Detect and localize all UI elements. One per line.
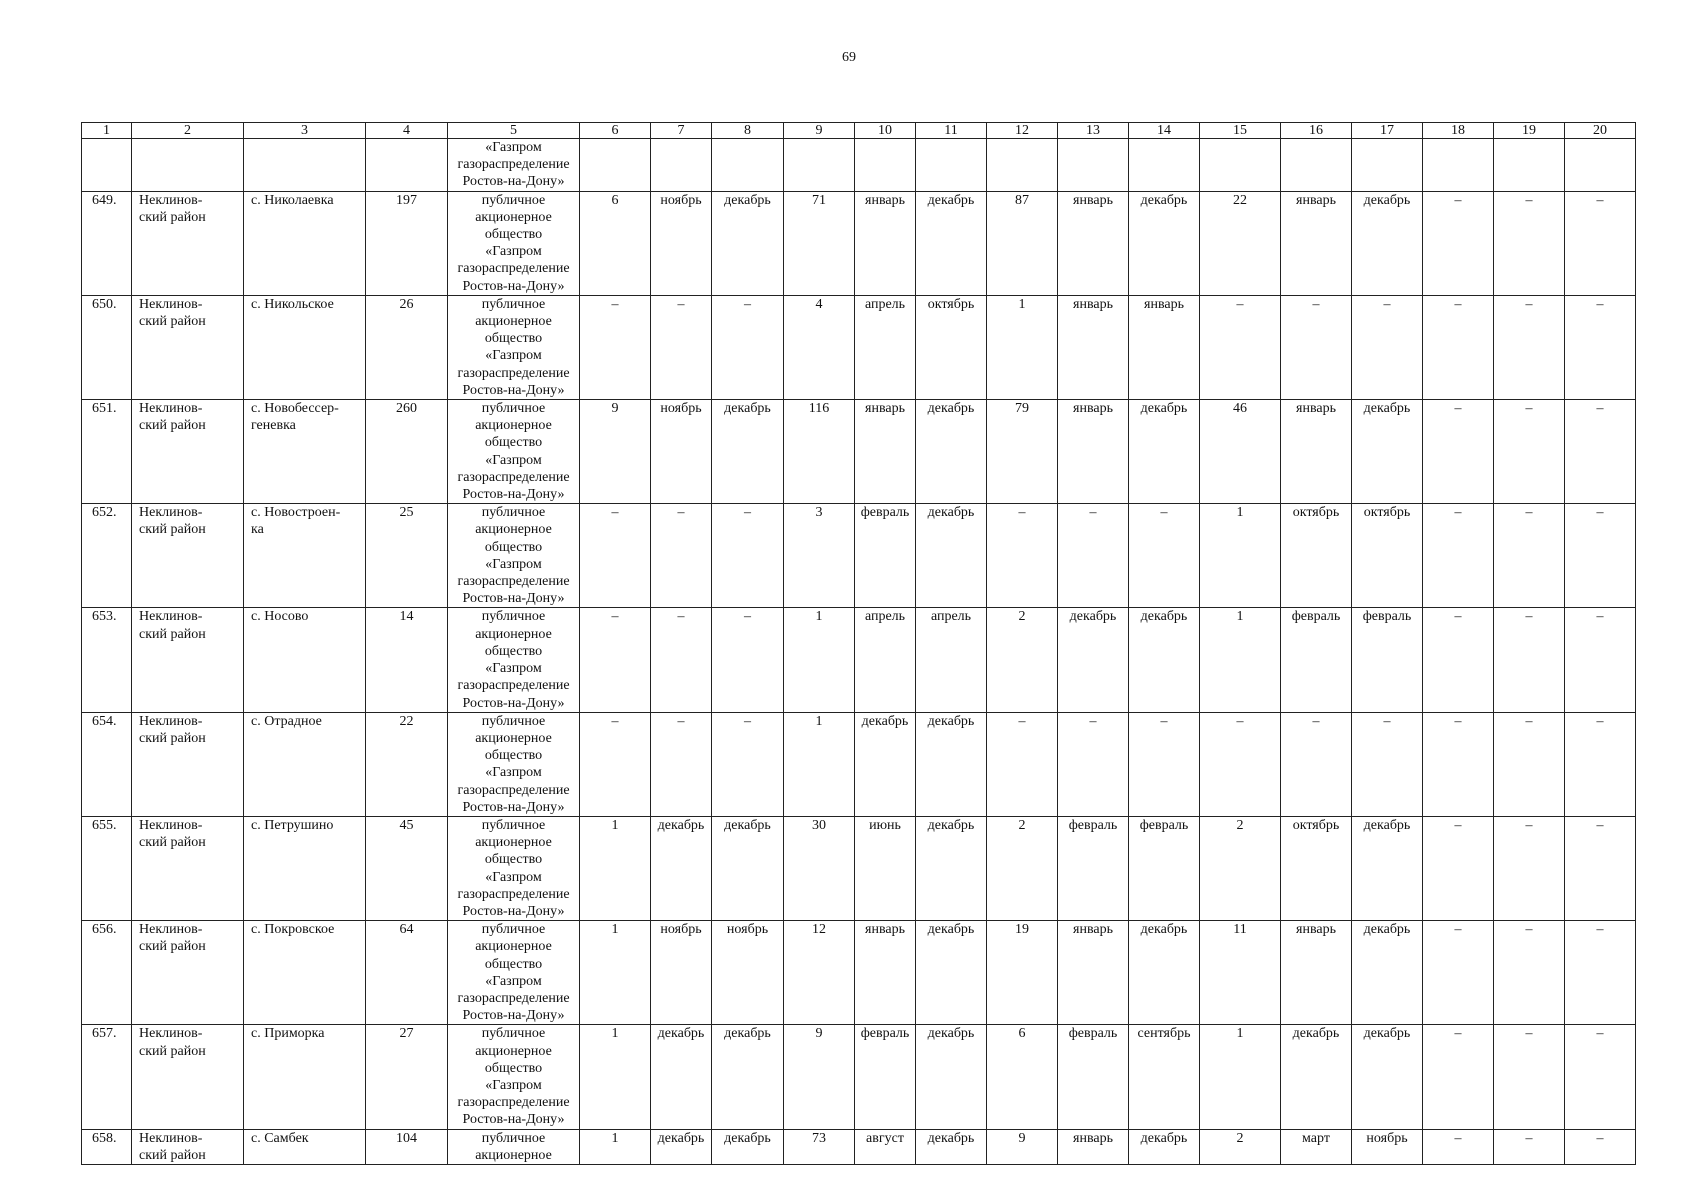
table-cell: 1 [987,295,1058,399]
column-header-9: 9 [784,123,855,139]
table-cell: 650. [82,295,132,399]
table-cell: с. Новобессер- геневка [244,400,366,504]
table-cell: – [1423,295,1494,399]
table-cell: 1 [580,1025,651,1129]
table-cell: – [1423,921,1494,1025]
table-cell: «Газпром газораспределение Ростов-на-Дону» [448,139,580,192]
column-header-13: 13 [1058,123,1129,139]
table-cell: 1 [580,921,651,1025]
table-cell [1565,139,1636,192]
table-cell: декабрь [855,712,916,816]
table-cell: 71 [784,191,855,295]
table-cell: с. Носово [244,608,366,712]
table-cell: с. Петрушино [244,816,366,920]
table-cell: 1 [1200,504,1281,608]
table-cell: декабрь [712,1025,784,1129]
table-row [82,608,1636,712]
table-cell: декабрь [651,1025,712,1129]
table-cell: 11 [1200,921,1281,1025]
table-cell: 79 [987,400,1058,504]
table-cell: – [1494,295,1565,399]
table-row [82,921,1636,1025]
table-cell: февраль [1058,1025,1129,1129]
column-header-1: 1 [82,123,132,139]
table-cell: – [1494,816,1565,920]
table-cell: октябрь [1281,816,1352,920]
table-cell: 658. [82,1129,132,1164]
table-cell [1352,139,1423,192]
table-cell: 197 [366,191,448,295]
table-cell: Неклинов- ский район [132,608,244,712]
column-header-2: 2 [132,123,244,139]
table-cell: 649. [82,191,132,295]
table-cell: 30 [784,816,855,920]
table-cell: – [1565,1025,1636,1129]
table-cell: 4 [784,295,855,399]
table-cell: – [1565,816,1636,920]
table-cell: 2 [1200,816,1281,920]
table-cell: – [1423,608,1494,712]
table-cell: – [1494,1025,1565,1129]
table-cell: Неклинов- ский район [132,921,244,1025]
table-cell: Неклинов- ский район [132,191,244,295]
table-cell: апрель [916,608,987,712]
column-header-8: 8 [712,123,784,139]
table-cell: 2 [987,608,1058,712]
table-cell: – [1565,191,1636,295]
table-row [82,400,1636,504]
table-cell: 654. [82,712,132,816]
table-cell: 19 [987,921,1058,1025]
table-cell: август [855,1129,916,1164]
table-row [82,712,1636,816]
table-cell: – [1494,712,1565,816]
table-cell [651,139,712,192]
table-cell: декабрь [916,1129,987,1164]
table-cell [1281,139,1352,192]
table-cell: 655. [82,816,132,920]
table-cell: 1 [784,608,855,712]
table-cell: 87 [987,191,1058,295]
table-cell: 45 [366,816,448,920]
table-cell [1200,139,1281,192]
table-cell: – [712,295,784,399]
page-number: 69 [842,50,856,65]
table-cell: публичное акционерное общество «Газпром газораспределение Ростов-на-Дону» [448,712,580,816]
table-cell: 26 [366,295,448,399]
table-cell: 657. [82,1025,132,1129]
table-cell [366,139,448,192]
table-cell: – [1423,816,1494,920]
table-cell: 25 [366,504,448,608]
table-cell: 73 [784,1129,855,1164]
table-cell: Неклинов- ский район [132,816,244,920]
column-header-7: 7 [651,123,712,139]
table-cell: – [1281,295,1352,399]
table-cell: – [1494,921,1565,1025]
table-cell: – [580,504,651,608]
table-cell: декабрь [1129,191,1200,295]
table-cell: ноябрь [712,921,784,1025]
column-header-10: 10 [855,123,916,139]
table-cell: октябрь [916,295,987,399]
table-cell: Неклинов- ский район [132,712,244,816]
table-cell: – [580,712,651,816]
table-cell: – [1281,712,1352,816]
table-cell: декабрь [916,1025,987,1129]
table-cell: 116 [784,400,855,504]
column-header-20: 20 [1565,123,1636,139]
table-cell: 1 [580,1129,651,1164]
table-cell: – [987,504,1058,608]
table-cell: ноябрь [651,400,712,504]
table-cell: декабрь [1352,191,1423,295]
table-cell: декабрь [1058,608,1129,712]
table-cell: – [1565,400,1636,504]
table-cell: – [1565,712,1636,816]
table-cell: – [1423,400,1494,504]
table-cell: декабрь [1352,921,1423,1025]
table-cell: – [987,712,1058,816]
table-cell: январь [1281,191,1352,295]
table-cell: февраль [1129,816,1200,920]
table-cell: публичное акционерное общество «Газпром газораспределение Ростов-на-Дону» [448,1025,580,1129]
table-cell [855,139,916,192]
column-header-4: 4 [366,123,448,139]
column-header-3: 3 [244,123,366,139]
table-cell: 9 [987,1129,1058,1164]
table-cell: – [1352,295,1423,399]
table-cell: декабрь [916,400,987,504]
table-cell: декабрь [651,816,712,920]
table-cell: декабрь [916,191,987,295]
table-cell: – [1200,712,1281,816]
table-cell: декабрь [712,191,784,295]
table-cell: 2 [987,816,1058,920]
table-cell: – [1565,921,1636,1025]
table-cell: 6 [987,1025,1058,1129]
table-cell: ноябрь [651,191,712,295]
table-cell [1129,139,1200,192]
table-cell: 104 [366,1129,448,1164]
table-cell: с. Никольское [244,295,366,399]
table-cell: декабрь [1281,1025,1352,1129]
table-cell: январь [1281,400,1352,504]
table-cell: октябрь [1281,504,1352,608]
table-cell: июнь [855,816,916,920]
table-cell: 651. [82,400,132,504]
table-cell: февраль [1352,608,1423,712]
table-cell: с. Приморка [244,1025,366,1129]
table-cell: – [1565,1129,1636,1164]
table-cell: – [651,504,712,608]
column-header-16: 16 [1281,123,1352,139]
table-cell [712,139,784,192]
table-cell: – [1423,504,1494,608]
table-cell: – [1494,191,1565,295]
table-cell: 22 [366,712,448,816]
table-cell [784,139,855,192]
table-cell [987,139,1058,192]
table-cell: декабрь [916,816,987,920]
table-cell: декабрь [916,712,987,816]
table-cell: 653. [82,608,132,712]
table-cell [244,139,366,192]
table-row [82,816,1636,920]
table-cell: январь [1129,295,1200,399]
table-cell: 3 [784,504,855,608]
table-cell [82,139,132,192]
table-cell: – [1423,191,1494,295]
table-cell [132,139,244,192]
table-cell: январь [855,921,916,1025]
table-cell: 260 [366,400,448,504]
table-cell: – [651,608,712,712]
column-header-11: 11 [916,123,987,139]
table-cell: – [1494,1129,1565,1164]
table-cell: декабрь [1129,1129,1200,1164]
table-cell: 6 [580,191,651,295]
table-cell: публичное акционерное [448,1129,580,1164]
table-cell: январь [1058,400,1129,504]
table-cell [1494,139,1565,192]
table-cell: – [712,504,784,608]
table-cell: с. Отрадное [244,712,366,816]
table-cell: Неклинов- ский район [132,295,244,399]
table-cell: – [1423,1025,1494,1129]
column-header-17: 17 [1352,123,1423,139]
table-cell: ноябрь [651,921,712,1025]
table-cell: публичное акционерное общество «Газпром газораспределение Ростов-на-Дону» [448,400,580,504]
table-cell: декабрь [1129,921,1200,1025]
column-header-15: 15 [1200,123,1281,139]
table-cell: – [580,295,651,399]
column-header-19: 19 [1494,123,1565,139]
table-cell: публичное акционерное общество «Газпром газораспределение Ростов-на-Дону» [448,921,580,1025]
data-table [81,122,1636,1165]
table-cell: с. Самбек [244,1129,366,1164]
table-cell: публичное акционерное общество «Газпром газораспределение Ростов-на-Дону» [448,191,580,295]
table-cell: 1 [580,816,651,920]
table-cell: сентябрь [1129,1025,1200,1129]
table-cell: – [580,608,651,712]
table-cell: – [1423,712,1494,816]
table-cell: – [1129,504,1200,608]
table-cell: 2 [1200,1129,1281,1164]
table-body [82,139,1636,1165]
table-cell: 656. [82,921,132,1025]
table-row [82,295,1636,399]
table-cell: декабрь [651,1129,712,1164]
column-header-6: 6 [580,123,651,139]
table-cell: публичное акционерное общество «Газпром газораспределение Ростов-на-Дону» [448,816,580,920]
table-cell: Неклинов- ский район [132,1129,244,1164]
table-cell: 1 [1200,608,1281,712]
table-cell: февраль [1058,816,1129,920]
table-cell: ноябрь [1352,1129,1423,1164]
column-header-5: 5 [448,123,580,139]
table-cell: декабрь [712,1129,784,1164]
column-header-12: 12 [987,123,1058,139]
table-row [82,504,1636,608]
table-cell: – [1565,504,1636,608]
column-header-14: 14 [1129,123,1200,139]
table-cell [1058,139,1129,192]
table-cell: – [651,295,712,399]
table-row [82,1129,1636,1164]
table-cell: октябрь [1352,504,1423,608]
table-cell: – [1058,712,1129,816]
table-cell: Неклинов- ский район [132,1025,244,1129]
table-cell: – [1129,712,1200,816]
table-cell: – [1423,1129,1494,1164]
table-cell: – [1494,400,1565,504]
table-cell: январь [1058,295,1129,399]
table-cell: декабрь [712,816,784,920]
table-cell: с. Покровское [244,921,366,1025]
table-cell: – [1200,295,1281,399]
table-row [82,191,1636,295]
table-row-continuation [82,139,1636,192]
table-cell: – [651,712,712,816]
table-cell: декабрь [1129,400,1200,504]
table-cell: Неклинов- ский район [132,504,244,608]
table-cell [916,139,987,192]
table-cell: – [1565,608,1636,712]
table-cell: публичное акционерное общество «Газпром газораспределение Ростов-на-Дону» [448,504,580,608]
table-cell: 27 [366,1025,448,1129]
header-row [82,123,1636,139]
table-cell: январь [1058,921,1129,1025]
table-cell: 14 [366,608,448,712]
table-cell: февраль [1281,608,1352,712]
table-cell: публичное акционерное общество «Газпром газораспределение Ростов-на-Дону» [448,295,580,399]
column-header-18: 18 [1423,123,1494,139]
table-cell: с. Новостроен- ка [244,504,366,608]
table-cell: март [1281,1129,1352,1164]
table-cell: – [1494,504,1565,608]
table-cell: февраль [855,1025,916,1129]
table-cell: 1 [784,712,855,816]
table-cell: 46 [1200,400,1281,504]
table-cell: декабрь [916,504,987,608]
table-cell: декабрь [1352,1025,1423,1129]
table-cell: – [1565,295,1636,399]
table-cell: декабрь [712,400,784,504]
table-header [82,123,1636,139]
table-cell: декабрь [1129,608,1200,712]
table-cell: январь [1058,191,1129,295]
table-cell: публичное акционерное общество «Газпром газораспределение Ростов-на-Дону» [448,608,580,712]
table-cell: январь [855,400,916,504]
table-cell: 1 [1200,1025,1281,1129]
table-cell: Неклинов- ский район [132,400,244,504]
table-cell: февраль [855,504,916,608]
table-cell: с. Николаевка [244,191,366,295]
table-cell [580,139,651,192]
table-cell: апрель [855,295,916,399]
table-cell: 12 [784,921,855,1025]
table-cell: – [1494,608,1565,712]
table-cell: январь [1281,921,1352,1025]
table-cell: 9 [784,1025,855,1129]
table-cell: декабрь [1352,400,1423,504]
table-cell: апрель [855,608,916,712]
table-cell: январь [1058,1129,1129,1164]
table-cell: январь [855,191,916,295]
table-cell: 9 [580,400,651,504]
table-cell: – [712,712,784,816]
table-cell: – [1352,712,1423,816]
table-cell: – [1058,504,1129,608]
table-cell: 64 [366,921,448,1025]
table-cell: декабрь [916,921,987,1025]
table-row [82,1025,1636,1129]
table-cell [1423,139,1494,192]
table-cell: 652. [82,504,132,608]
table-cell: декабрь [1352,816,1423,920]
table-cell: 22 [1200,191,1281,295]
table-cell: – [712,608,784,712]
